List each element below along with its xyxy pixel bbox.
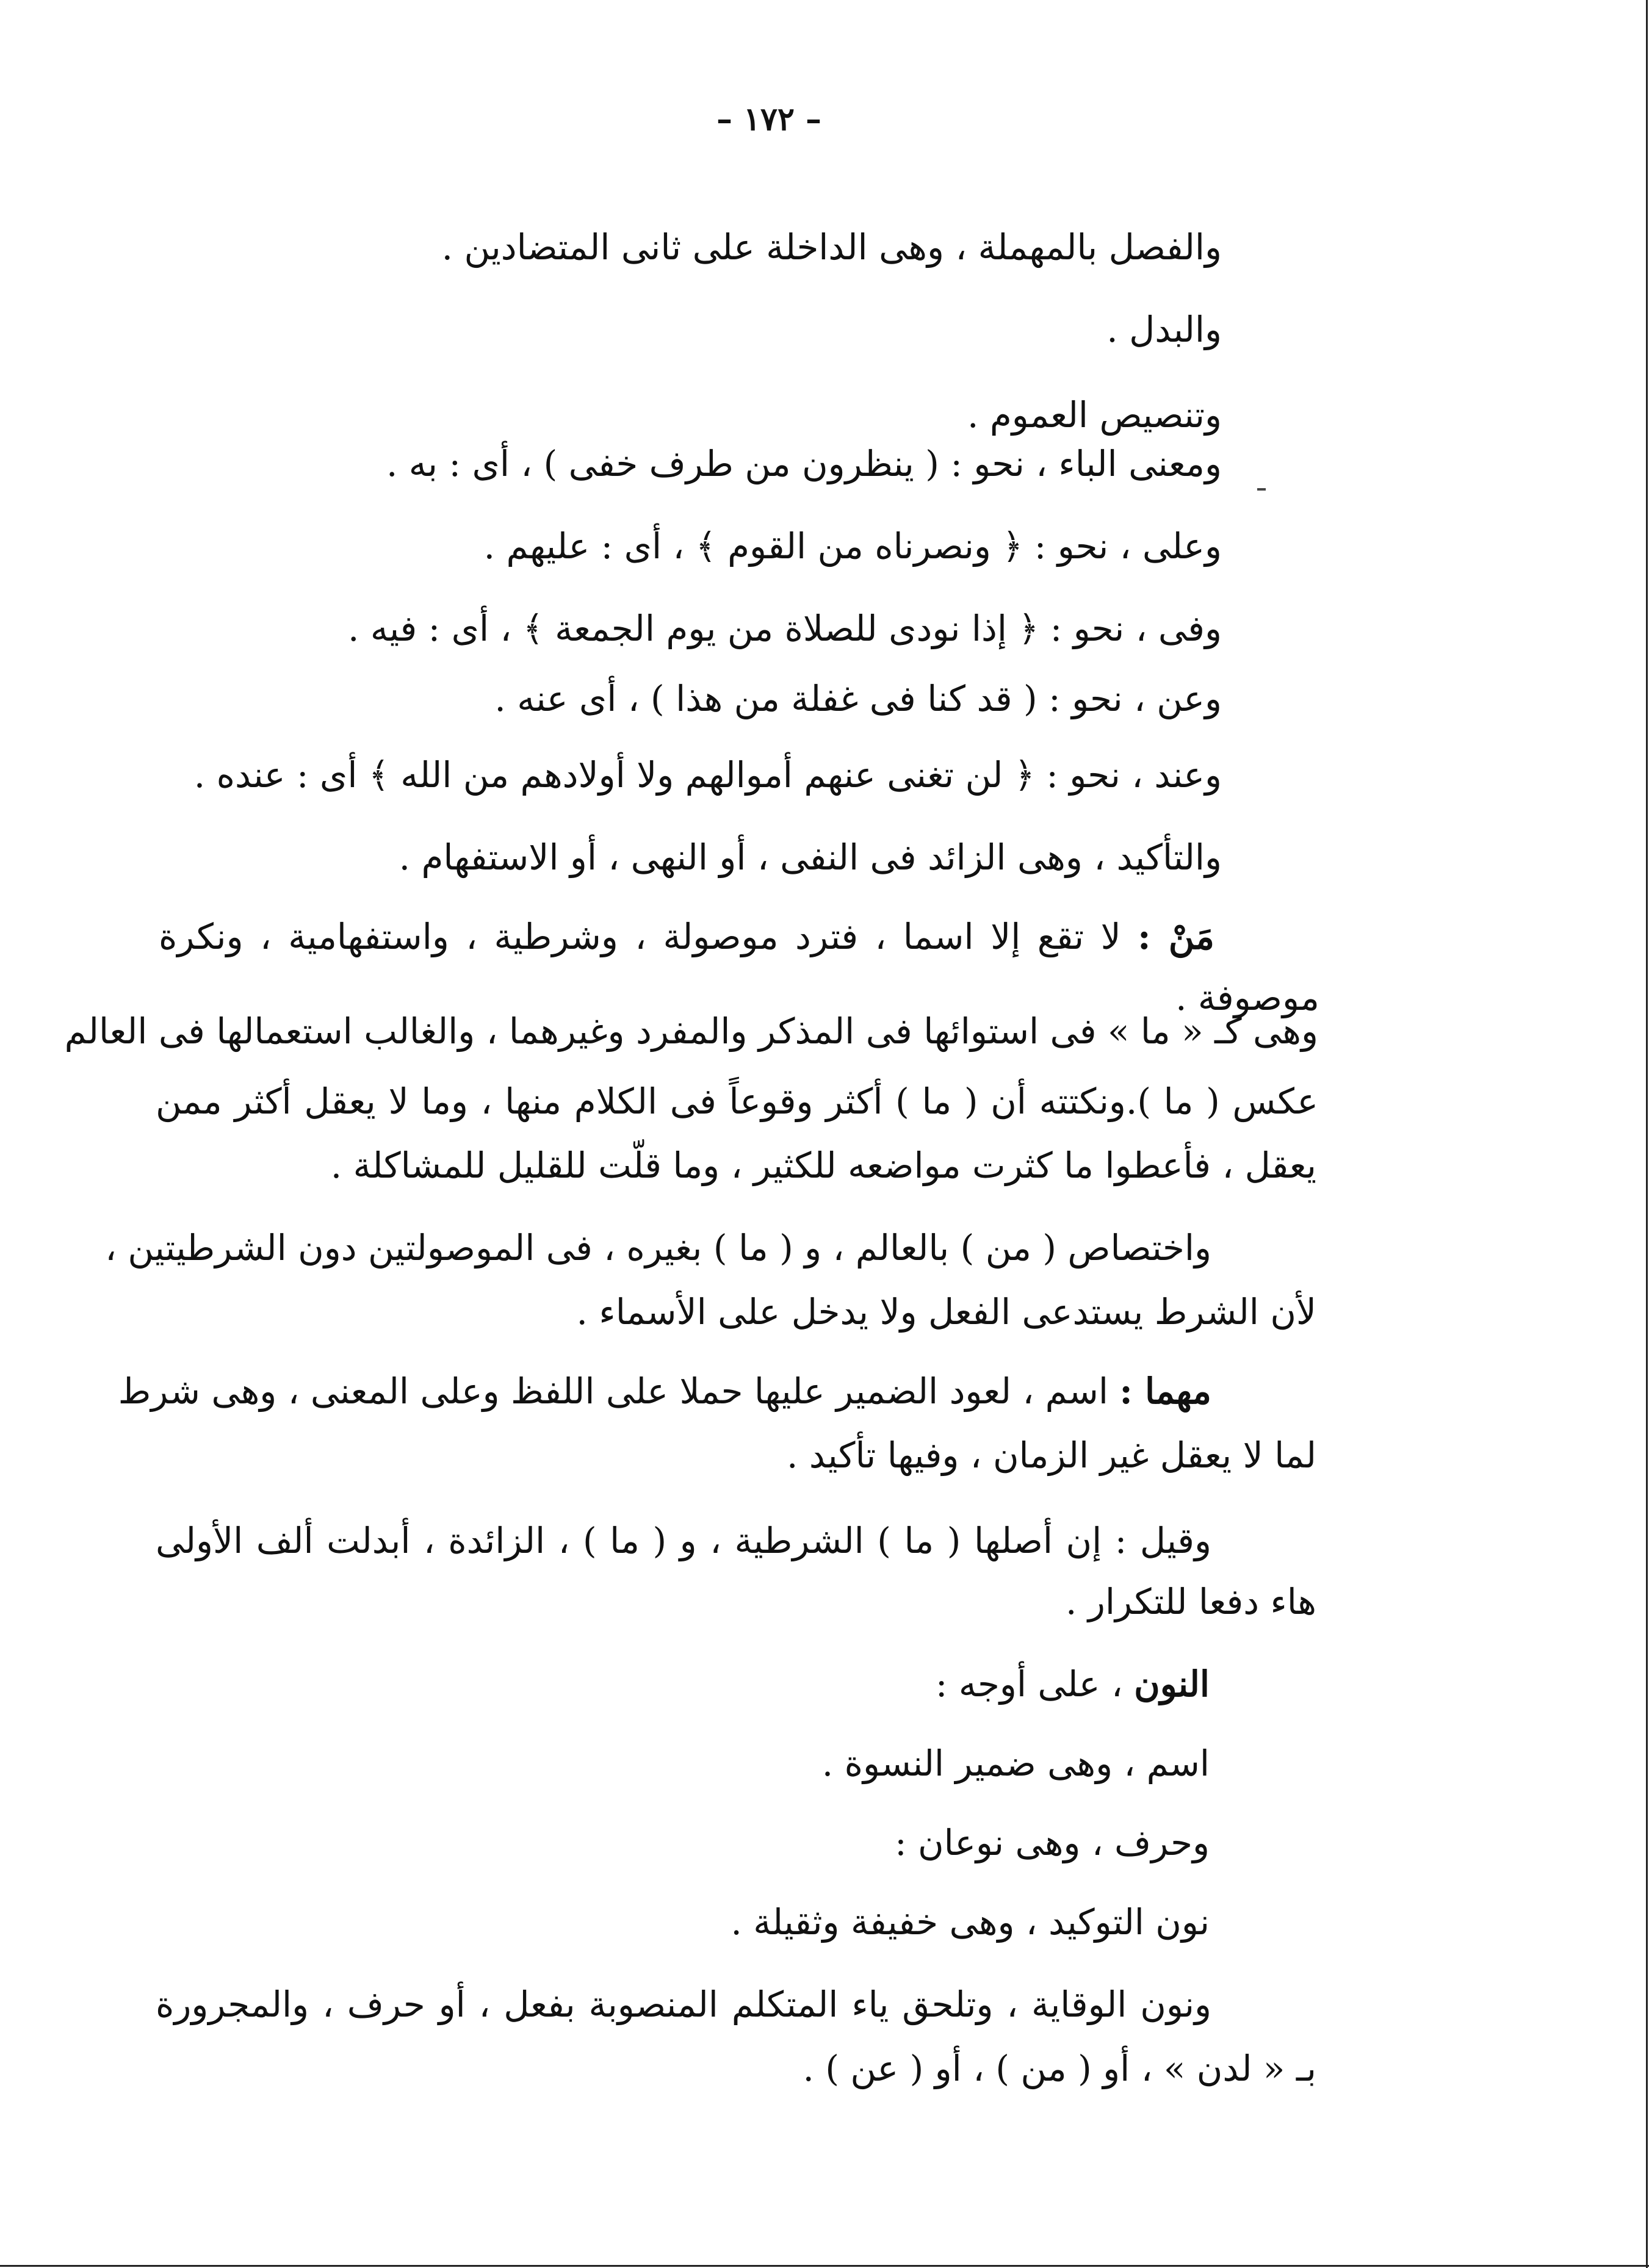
text-line: وهى كـ « ما » فى استوائها فى المذكر والمفرد وغيرهما ، والغالب استعمالها فى العالم: [64, 1010, 1318, 1052]
text-line: والتأكيد ، وهى الزائد فى النفى ، أو النهى ، أو الاستفهام .: [399, 837, 1222, 878]
text-line: وعلى ، نحو : ﴿ ونصرناه من القوم ﴾ ، أى : عليهم .: [483, 525, 1222, 567]
text-line: وتنصيص العموم .: [967, 394, 1222, 436]
headword: النون: [1134, 1663, 1210, 1705]
text-line: يعقل ، فأعطوا ما كثرت مواضعه للكثير ، وما قلّت للقليل للمشاكلة .: [330, 1145, 1316, 1186]
text-line: بـ « لدن » ، أو ( من ) ، أو ( عن ) .: [803, 2048, 1316, 2089]
page-border-bottom: [0, 2265, 1649, 2267]
text-line: وعند ، نحو : ﴿ لن تغنى عنهم أموالهم ولا أولادهم من الله ﴾ أى : عنده .: [193, 754, 1222, 796]
text-line: لأن الشرط يستدعى الفعل ولا يدخل على الأسماء .: [576, 1291, 1316, 1333]
text-line: عكس ( ما ).ونكتته أن ( ما ) أكثر وقوعاً فى الكلام منها ، وما لا يعقل أكثر ممن: [156, 1081, 1318, 1122]
text-line: [159, 912, 1214, 961]
text-line: واختصاص ( من ) بالعالم ، و ( ما ) بغيره ، فى الموصولتين دون الشرطيتين ،: [105, 1227, 1211, 1269]
text-line: وفى ، نحو : ﴿ إذا نودى للصلاة من يوم الجمعة ﴾ ، أى : فيه .: [348, 608, 1222, 649]
text-line: [118, 1367, 1211, 1416]
text-line: وقيل : إن أصلها ( ما ) الشرطية ، و ( ما ) ، الزائدة ، أبدلت ألف الأولى: [156, 1520, 1211, 1561]
text-line: موصوفة .: [1175, 977, 1319, 1018]
margin-mark: [1257, 488, 1266, 491]
text-run: لا تقع إلا اسما ، فترد موصولة ، وشرطية ، واستفهامية ، ونكرة: [159, 916, 1121, 957]
text-line: ونون الوقاية ، وتلحق ياء المتكلم المنصوبة بفعل ، أو حرف ، والمجرورة: [156, 1984, 1211, 2025]
headword: مهما :: [1119, 1370, 1211, 1412]
text-line: اسم ، وهى ضمير النسوة .: [821, 1743, 1210, 1784]
headword: مَنْ :: [1138, 916, 1214, 957]
text-line: [936, 1660, 1210, 1708]
text-line: وعن ، نحو : ( قد كنا فى غفلة من هذا ) ، أى عنه .: [494, 678, 1222, 719]
text-line: نون التوكيد ، وهى خفيفة وثقيلة .: [731, 1901, 1210, 1943]
text-line: والفصل بالمهملة ، وهى الداخلة على ثانى المتضادين .: [441, 226, 1222, 268]
page-border-right: [1646, 0, 1648, 2268]
text-run: ، على أوجه :: [935, 1663, 1123, 1705]
text-line: لما لا يعقل غير الزمان ، وفيها تأكيد .: [787, 1435, 1316, 1476]
text-line: هاء دفعا للتكرار .: [1065, 1581, 1316, 1622]
text-line: والبدل .: [1106, 309, 1222, 350]
text-line: ومعنى الباء ، نحو : ( ينظرون من طرف خفى ) ، أى : به .: [386, 443, 1222, 484]
page-number: – ١٧٢ –: [716, 101, 821, 138]
text-run: اسم ، لعود الضمير عليها حملا على اللفظ وعلى المعنى ، وهى شرط: [118, 1370, 1108, 1412]
text-line: وحرف ، وهى نوعان :: [895, 1822, 1210, 1863]
